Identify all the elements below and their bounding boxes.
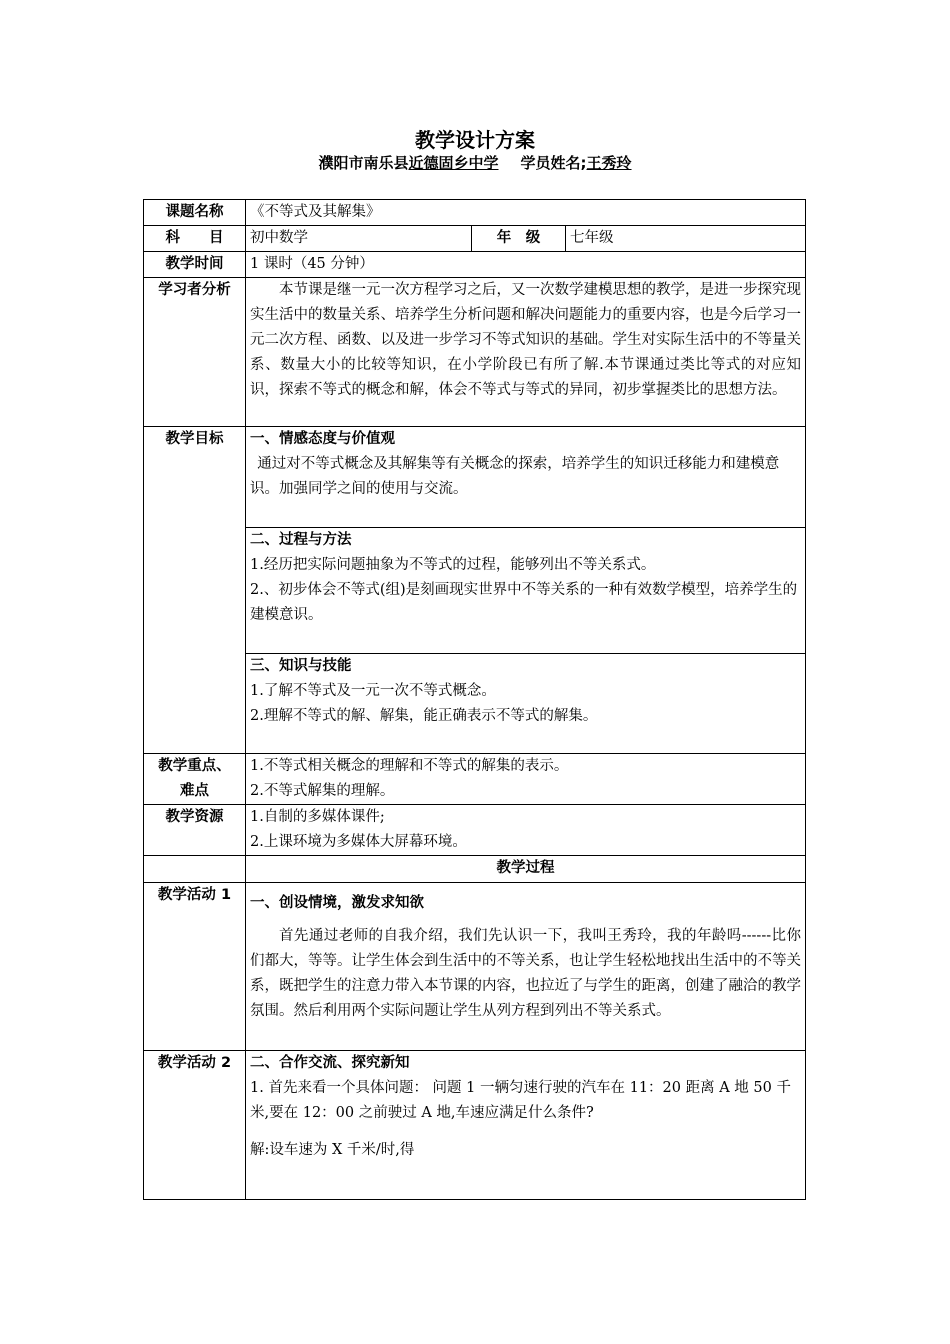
course-name-label: 课题名称 bbox=[144, 200, 246, 226]
activity-2-cell bbox=[246, 1051, 806, 1200]
lesson-plan-table bbox=[143, 199, 806, 1200]
row-learner-analysis bbox=[144, 278, 806, 427]
school-name-underlined: 近德固乡中学 bbox=[408, 154, 499, 172]
goal-3-cell bbox=[246, 654, 806, 754]
time-label: 教学时间 bbox=[144, 252, 246, 278]
resources-cell bbox=[246, 805, 806, 856]
goal-2-title: 二、过程与方法 bbox=[250, 532, 352, 548]
activity-2-solution: 解:设车速为 X 千米/时,得 bbox=[250, 1142, 415, 1158]
row-time bbox=[144, 252, 806, 278]
activity-2-text: 1. 首先来看一个具体问题： 问题 1 一辆匀速行驶的汽车在 11：20 距离 A 地 50 千米,要在 12：00 之前驶过 A 地,车速应满足什么条件? bbox=[250, 1080, 791, 1121]
goal-1-cell bbox=[246, 427, 806, 528]
subject-label: 科 目 bbox=[144, 226, 246, 252]
resources-label: 教学资源 bbox=[144, 805, 246, 856]
row-activity-1 bbox=[144, 883, 806, 1051]
goal-2-cell bbox=[246, 528, 806, 654]
goal-3-item-2: 2.理解不等式的解、解集，能正确表示不等式的解集。 bbox=[250, 708, 598, 724]
row-key-points bbox=[144, 754, 806, 805]
key-point-item-2: 2.不等式解集的理解。 bbox=[250, 783, 395, 799]
course-name-value: 《不等式及其解集》 bbox=[246, 200, 806, 226]
key-points-label-line-1: 教学重点、 bbox=[158, 758, 231, 774]
learner-analysis-text: 本节课是继一元一次方程学习之后，又一次数学建模思想的教学，是进一步探究现实生活中的数量关系、培养学生分析问题和解决问题能力的重要内容，也是今后学习一元二次方程、函数、以及进一步学习不等式知识的基础。学生对实际生活中的不等量关系、数量大小的比较等知识，在小学阶段已有所了解.本节课通过类比等式的对应知识，探索不等式的概念和解，体会不等式与等式的异同，初步掌握类比的思想方法。 bbox=[250, 282, 801, 398]
school-name: 濮阳市南乐县 bbox=[318, 154, 409, 172]
process-header: 教学过程 bbox=[246, 856, 806, 883]
row-subject bbox=[144, 226, 806, 252]
activity-2-title: 二、合作交流、探究新知 bbox=[250, 1055, 410, 1071]
grade-value: 七年级 bbox=[566, 226, 806, 252]
goal-2-item-1: 1.经历把实际问题抽象为不等式的过程，能够列出不等关系式。 bbox=[250, 557, 656, 573]
goals-label: 教学目标 bbox=[144, 427, 246, 754]
goal-3-title: 三、知识与技能 bbox=[250, 658, 352, 674]
row-course-name bbox=[144, 200, 806, 226]
student-name: 王秀玲 bbox=[586, 154, 632, 172]
activity-1-title: 一、创设情境，激发求知欲 bbox=[250, 895, 424, 911]
page-title: 教学设计方案 bbox=[415, 128, 535, 152]
activity-1-label: 教学活动 1 bbox=[144, 883, 246, 1051]
grade-label: 年 级 bbox=[472, 226, 566, 252]
row-process-header bbox=[144, 856, 806, 883]
row-goal-1 bbox=[144, 427, 806, 528]
goal-1-text: 通过对不等式概念及其解集等有关概念的探索，培养学生的知识迁移能力和建模意识。加强同学之间的使用与交流。 bbox=[250, 456, 780, 497]
resources-item-2: 2.上课环境为多媒体大屏幕环境。 bbox=[250, 834, 467, 850]
activity-2-label: 教学活动 2 bbox=[144, 1051, 246, 1200]
subject-value: 初中数学 bbox=[246, 226, 472, 252]
goal-1-title: 一、情感态度与价值观 bbox=[250, 431, 395, 447]
key-points-label-line-2: 难点 bbox=[180, 783, 209, 799]
process-header-blank bbox=[144, 856, 246, 883]
goal-2-item-2: 2.、初步体会不等式(组)是刻画现实世界中不等关系的一种有效数学模型，培养学生的建模意识。 bbox=[250, 582, 798, 623]
activity-1-text: 首先通过老师的自我介绍，我们先认识一下，我叫王秀玲，我的年龄吗------比你们都大，等等。让学生体会到生活中的不等关系，也让学生轻松地找出生活中的不等关系，既把学生的注意力带入本节课的内容，也拉近了与学生的距离，创建了融洽的教学氛围。然后利用两个实际问题让学生从列方程到列出不等关系式。 bbox=[250, 928, 801, 1019]
page-subtitle bbox=[0, 152, 950, 173]
row-activity-2 bbox=[144, 1051, 806, 1200]
activity-1-cell bbox=[246, 883, 806, 1051]
learner-analysis-cell bbox=[246, 278, 806, 427]
resources-item-1: 1.自制的多媒体课件; bbox=[250, 809, 385, 825]
key-points-label bbox=[144, 754, 246, 805]
goal-3-item-1: 1.了解不等式及一元一次不等式概念。 bbox=[250, 683, 496, 699]
student-label: 学员姓名; bbox=[520, 154, 587, 172]
row-resources bbox=[144, 805, 806, 856]
learner-analysis-label: 学习者分析 bbox=[144, 278, 246, 427]
time-value: 1 课时（45 分钟） bbox=[246, 252, 806, 278]
key-points-cell bbox=[246, 754, 806, 805]
key-point-item-1: 1.不等式相关概念的理解和不等式的解集的表示。 bbox=[250, 758, 569, 774]
